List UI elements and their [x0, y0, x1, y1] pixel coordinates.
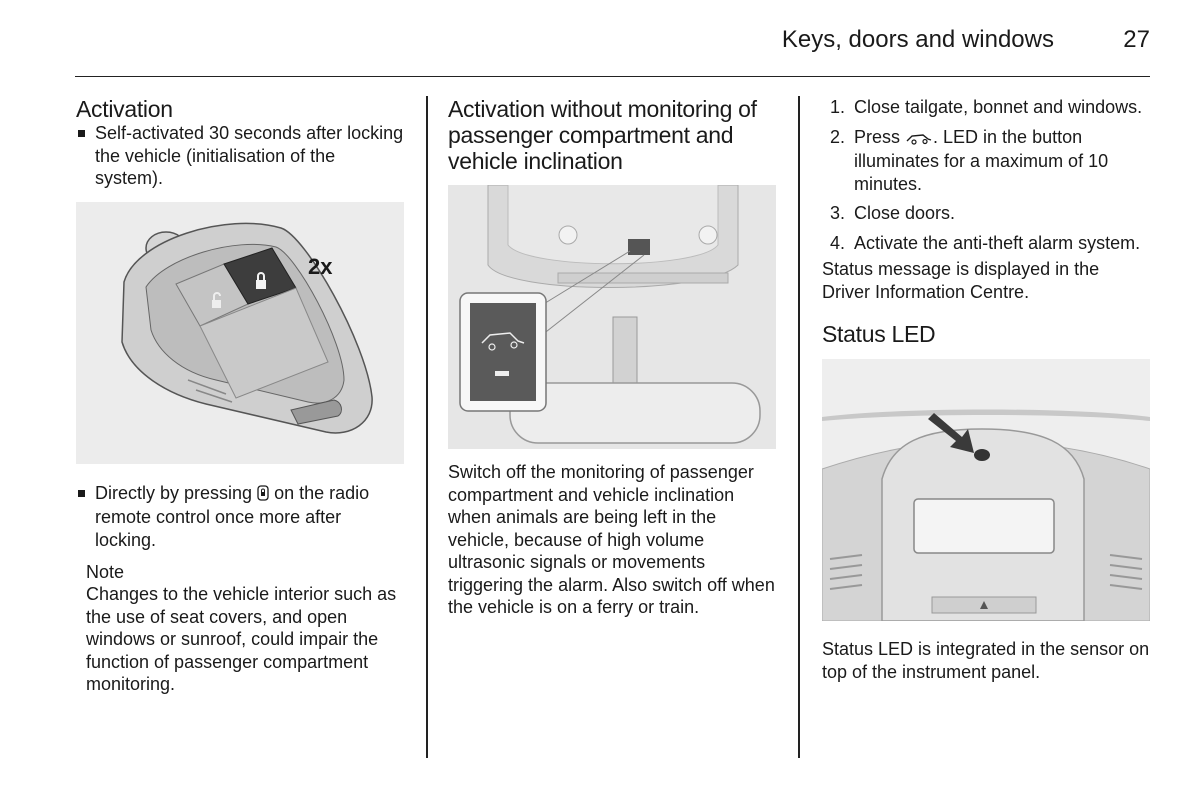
page-header [75, 22, 1150, 77]
overhead-console-illustration [448, 185, 776, 449]
note-text: Changes to the vehicle interior such as the use of seat covers, and open windows or sunroof, could impair the function of passenger compartment monitoring. [86, 584, 397, 694]
section-title: Keys, doors and windows [781, 26, 1054, 53]
instrument-panel-illustration [822, 359, 1150, 621]
status-led-sensor [974, 449, 990, 461]
body-text: Switch off the monitoring of passenger compartment and vehicle inclination when animals are being left in the vehicle, because of high volume ultrasonic signals or movements triggering the alarm. Also switch off when the vehicle is on a ferry or train. [448, 462, 775, 617]
column-1 [76, 96, 406, 696]
column-divider [798, 96, 800, 758]
press-twice-label: 2x [308, 253, 333, 279]
list-item: 3. Close doors. [830, 203, 956, 223]
list-item: Directly by pressing on the radio remote control once more after locking. [76, 482, 406, 552]
note-title: Note [86, 562, 125, 582]
status-message-text: Status message is displayed in the Driver Information Centre. [822, 259, 1100, 302]
steps-list [822, 96, 1152, 254]
instrument-panel-figure [822, 359, 1150, 621]
list-item: 2. Press . LED in the button illuminates for a maximum of 10 minutes. [830, 126, 1109, 194]
car-tilt-icon [905, 128, 933, 151]
column-3 [822, 96, 1152, 683]
bullet-list [76, 122, 406, 190]
list-item: Self-activated 30 seconds after locking the vehicle (initialisation of the system). [76, 122, 406, 190]
key-fob-figure [76, 202, 404, 464]
column-2 [448, 96, 778, 619]
column-divider [426, 96, 428, 758]
heading-activation: Activation [76, 96, 173, 122]
list-item: 4. Activate the anti-theft alarm system. [830, 232, 1141, 253]
overhead-console-figure [448, 185, 776, 449]
list-item: 1. Close tailgate, bonnet and windows. [830, 97, 1143, 117]
bullet-list [76, 482, 406, 552]
heading-status-led: Status LED [822, 321, 936, 347]
page-number: 27 [1123, 26, 1150, 53]
led-text: Status LED is integrated in the sensor on top of the instrument panel. [822, 639, 1150, 682]
lock-icon [257, 484, 269, 507]
key-fob-illustration [76, 202, 404, 464]
heading-activation-without-monitoring: Activation without monitoring of passenger compartment and vehicle inclination [448, 96, 757, 174]
